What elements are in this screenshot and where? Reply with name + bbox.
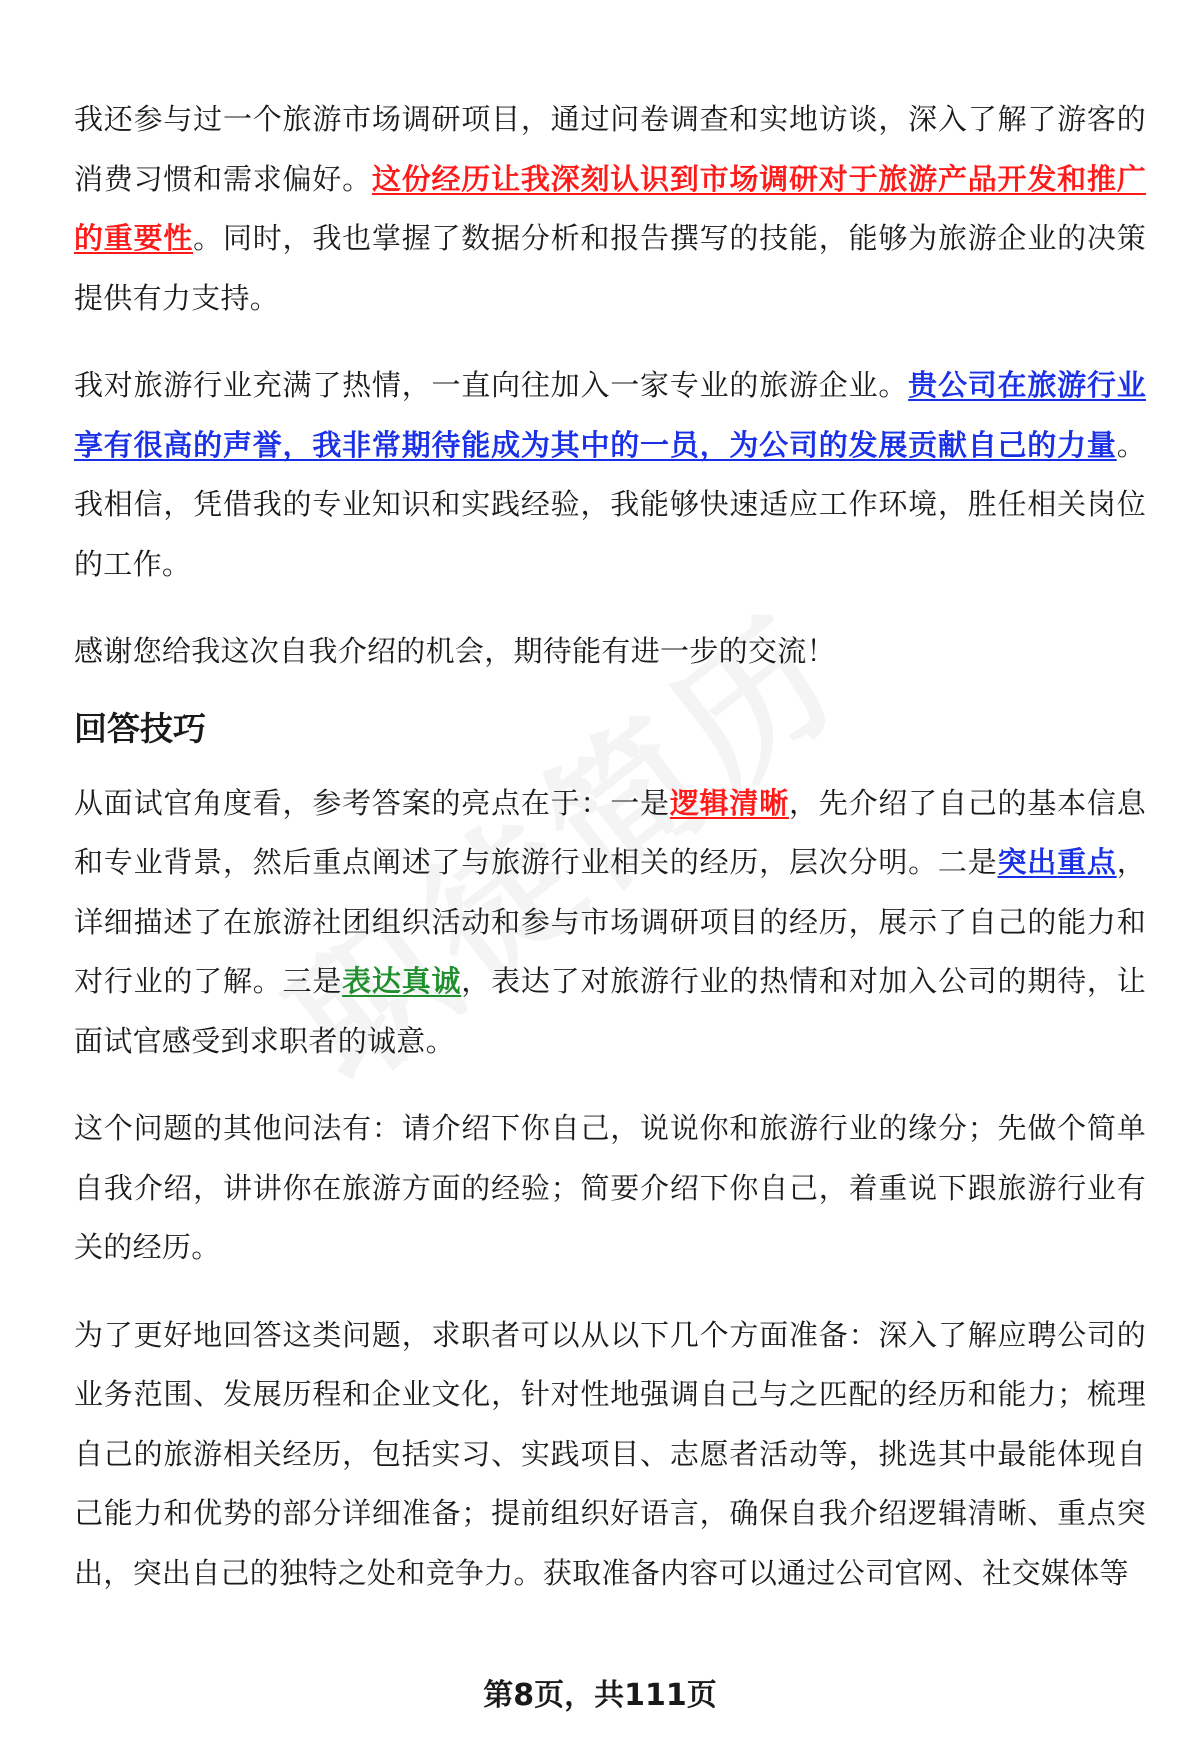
paragraph-text: ，表达了对旅游行业的热情和对加入公司的期待，让面试官感受到求职者的诚意。: [74, 964, 1147, 1058]
highlight-blue: 贵公司在旅游行业享有很高的声誉，我非常期待能成为其中的一员，为公司的发展贡献自己的力量: [74, 368, 1146, 462]
paragraph-market-research: [74, 90, 1146, 328]
paragraph-alternative-questions: [74, 1099, 1146, 1278]
paragraph-text: ，先介绍了自己的基本信息和专业背景，然后重点阐述了与旅游行业相关的经历，层次分明。二是: [74, 785, 1146, 879]
highlight-green: 表达真诚: [342, 964, 462, 998]
paragraph-text: ，详细描述了在旅游社团组织活动和参与市场调研项目的经历，展示了自己的能力和对行业的了解。三是: [74, 845, 1146, 998]
paragraph-passion: [74, 356, 1146, 594]
highlight-red: 这份经历让我深刻认识到市场调研对于旅游产品开发和推广的重要性: [74, 161, 1146, 255]
paragraph-text: 这个问题的其他问法有：请介绍下你自己，说说你和旅游行业的缘分；先做个简单自我介绍，讲讲你在旅游方面的经验；简要介绍下你自己，着重说下跟旅游行业有关的经历。: [74, 1111, 1146, 1264]
paragraph-text: 。同时，我也掌握了数据分析和报告撰写的技能，能够为旅游企业的决策提供有力支持。: [74, 221, 1146, 315]
page-number-footer: 第8页，共111页: [483, 1678, 717, 1713]
paragraph-text: 感谢您给我这次自我介绍的机会，期待能有进一步的交流！: [74, 634, 836, 668]
paragraph-preparation: [74, 1306, 1146, 1604]
document-body: [74, 90, 1146, 1603]
paragraph-thanks: [74, 622, 1146, 682]
paragraph-text: 为了更好地回答这类问题，求职者可以从以下几个方面准备：深入了解应聘公司的业务范围、发展历程和企业文化，针对性地强调自己与之匹配的经历和能力；梳理自己的旅游相关经历，包括实习、实践项目、志愿者活动等，挑选其中最能体现自己能力和优势的部分详细准备；提前组织好语言，确保自我介绍逻辑清晰、重点突出，突出自己的独特之处和竞争力。获取准备内容可以通过公司官网、社交媒体等: [74, 1317, 1146, 1590]
paragraph-text: 从面试官角度看，参考答案的亮点在于：一是: [74, 785, 670, 820]
paragraph-text: 我还参与过一个旅游市场调研项目，通过问卷调查和实地访谈，深入了解了游客的消费习惯和需求偏好。: [74, 102, 1146, 196]
highlight-red: 逻辑清晰: [669, 785, 789, 820]
paragraph-text: 。我相信，凭借我的专业知识和实践经验，我能够快速适应工作环境，胜任相关岗位的工作。: [74, 427, 1146, 581]
paragraph-text: 我对旅游行业充满了热情，一直向往加入一家专业的旅游企业。: [74, 368, 909, 402]
paragraph-highlights: [74, 774, 1146, 1072]
highlight-blue: 突出重点: [997, 845, 1117, 879]
section-heading: 回答技巧: [74, 708, 206, 748]
